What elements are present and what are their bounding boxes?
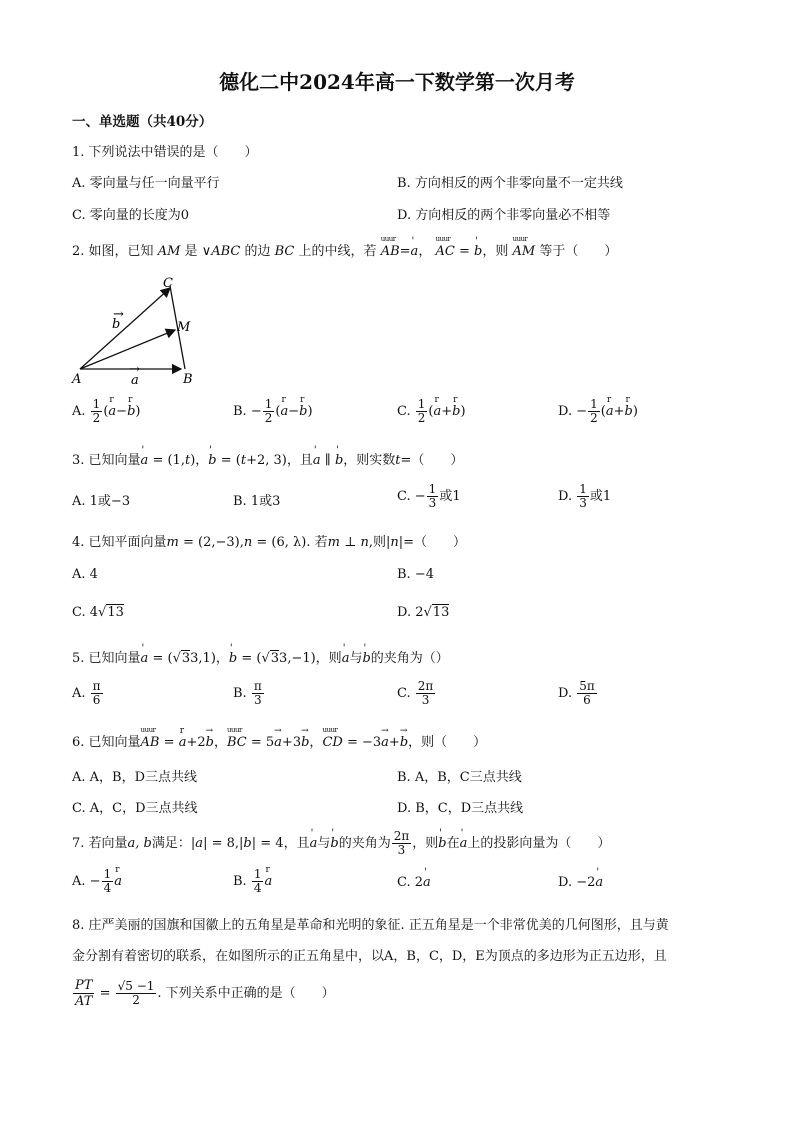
q2-opt-c-half: $\frac{1}{2}$ — [417, 397, 426, 425]
vector-am-arrow — [80, 330, 175, 369]
q2-option-c: C. $\frac{1}{2}$ (r a+r b) — [397, 398, 466, 425]
q1-option-d: D. 方向相反的两个非零向量必不相等 — [397, 208, 611, 223]
q8-line3: $\frac{PT}{AT}$ = $\frac{√5 -1}{2}$ . 下列关系中正确的是（ ） — [75, 978, 335, 1009]
q2-t2: 的边 — [244, 244, 271, 259]
q1-option-a: A. 零向量与任一向量平行 — [72, 176, 220, 191]
q4-stem: 4. 已知平面向量m = (2,−3),n = (6, λ). 若m ⊥ n,则|n|=（ ） — [72, 535, 467, 550]
q2-vec-ab: uuur AB — [381, 244, 400, 259]
q3-option-b: B. 1或3 — [233, 494, 281, 509]
q2-eq1: = — [399, 244, 411, 259]
q1-option-b: B. 方向相反的两个非零向量不一定共线 — [397, 176, 623, 191]
label-b: B — [183, 372, 193, 387]
q5-option-b: B. $\frac{\pi}{3}$ — [233, 679, 262, 707]
q2-option-b: B. − $\frac{1}{2}$ (r a−r b) — [233, 398, 313, 425]
q2-opt-b-sign: − — [250, 404, 262, 419]
q2-opt-a-half: $\frac{1}{2}$ — [92, 397, 101, 425]
label-a: A — [72, 372, 82, 387]
label-vec-a: a — [131, 373, 139, 388]
q1-option-c: C. 零向量的长度为0 — [72, 208, 190, 223]
q2-eq2: = — [458, 244, 470, 259]
q2-t1: 是 — [184, 244, 198, 259]
q2-vec-am: uuur AM — [512, 244, 535, 259]
q1-stem: 1. 下列说法中错误的是（ ） — [72, 145, 258, 160]
q8-line1: 8. 庄严美丽的国旗和国徽上的五角星是革命和光明的象征. 正五角星是一个非常优美的几何图形，且与黄 — [72, 918, 669, 933]
q4-option-a: A. 4 — [72, 567, 98, 582]
label-c: C — [163, 276, 173, 291]
q3-option-c: C. − $\frac{1}{3}$ 或1 — [397, 482, 461, 510]
q7-option-c: C. 2' a — [397, 875, 431, 890]
q2-b: ' b — [474, 244, 482, 259]
q2-bc: BC — [274, 244, 295, 259]
svg-text:→: → — [129, 362, 140, 377]
q2-t4: ， — [418, 244, 432, 259]
q2-opt-b-half: $\frac{1}{2}$ — [264, 397, 273, 425]
q2-option-d: D. − $\frac{1}{2}$ (r a+r b) — [558, 398, 638, 425]
q8-line2: 金分割有着密切的联系，在如图所示的正五角星中，以A，B，C，D，E为顶点的多边形为正五边形，且 — [72, 949, 667, 964]
q2-t3: 上的中线，若 — [298, 244, 377, 259]
q7-option-b: B. $\frac{1}{4}$ r a — [233, 868, 272, 895]
q6-stem: 6. 已知向量uuur AB = r a+2→ b，uuur BC = 5→ a+3→ b，uuur CD = −3→ a+→ b，则（ ） — [72, 731, 486, 750]
q5-stem: 5. 已知向量' a = (√33,1)，' b = (√33,−1)，则' a与' b的夹角为（） — [72, 647, 449, 666]
q4-option-d: D. 2√13 — [397, 605, 450, 620]
q7-option-a: A. − $\frac{1}{4}$ r a — [72, 868, 122, 895]
label-m: M — [177, 320, 191, 335]
q2-vec-ac: uuur AC — [435, 244, 454, 259]
q3-stem: 3. 已知向量' a = (1,t)，' b = (t+2, 3)，且' a ∥ ' b，则实数t=（ ） — [72, 449, 463, 468]
q5-option-d: D. $\frac{5\pi}{6}$ — [558, 679, 595, 707]
q5-option-a: A. $\frac{\pi}{6}$ — [72, 679, 101, 707]
q6-option-d: D. B，C，D三点共线 — [397, 801, 524, 816]
q4-option-c: C. 4√13 — [72, 605, 124, 620]
q2-opt-d-half: $\frac{1}{2}$ — [590, 397, 598, 425]
vector-b-arrow — [80, 288, 170, 369]
q6-option-c: C. A，C，D三点共线 — [72, 801, 198, 816]
section-heading-single-choice: 一、单选题（共40分） — [72, 114, 213, 130]
q3-option-a: A. 1或−3 — [72, 494, 131, 509]
q7-stem: 7. 若向量a, b满足：|a| = 8,|b| = 4，且' a与' b的夹角为 $\frac{2\pi}{3}$ ，则' b在' a上的投影向量为（ ） — [72, 830, 610, 857]
q2-triangle-figure — [66, 272, 206, 392]
label-vec-b: b — [112, 317, 121, 332]
q3-option-d: D. $\frac{1}{3}$ 或1 — [558, 482, 612, 510]
q2-a: ' a — [411, 244, 419, 259]
q7-option-d: D. −2' a — [558, 875, 603, 890]
page-title: 德化二中2024年高一下数学第一次月考 — [219, 70, 575, 94]
q2-am: AM — [157, 244, 181, 259]
q2-option-a: A. $\frac{1}{2}$ (r a−r b) — [72, 398, 140, 425]
q2-opt-d-label: D. — [558, 404, 573, 419]
q2-opt-d-sign: − — [576, 404, 588, 419]
q2-stem — [72, 240, 617, 259]
q2-opt-c-label: C. — [397, 404, 411, 419]
q2-num: 2. 如图，已知 — [72, 244, 154, 259]
svg-text:→: → — [113, 307, 124, 322]
q2-t6: 等于（ ） — [539, 244, 618, 259]
q4-option-b: B. −4 — [397, 567, 434, 582]
q6-option-b: B. A，B，C三点共线 — [397, 770, 522, 785]
q2-triangle: ∨ABC — [201, 244, 241, 259]
q2-opt-b-label: B. — [233, 404, 247, 419]
q5-option-c: C. $\frac{2\pi}{3}$ — [397, 679, 434, 707]
q6-option-a: A. A，B，D三点共线 — [72, 770, 198, 785]
q2-opt-a-label: A. — [72, 404, 86, 419]
q2-t5: ，则 — [482, 244, 509, 259]
